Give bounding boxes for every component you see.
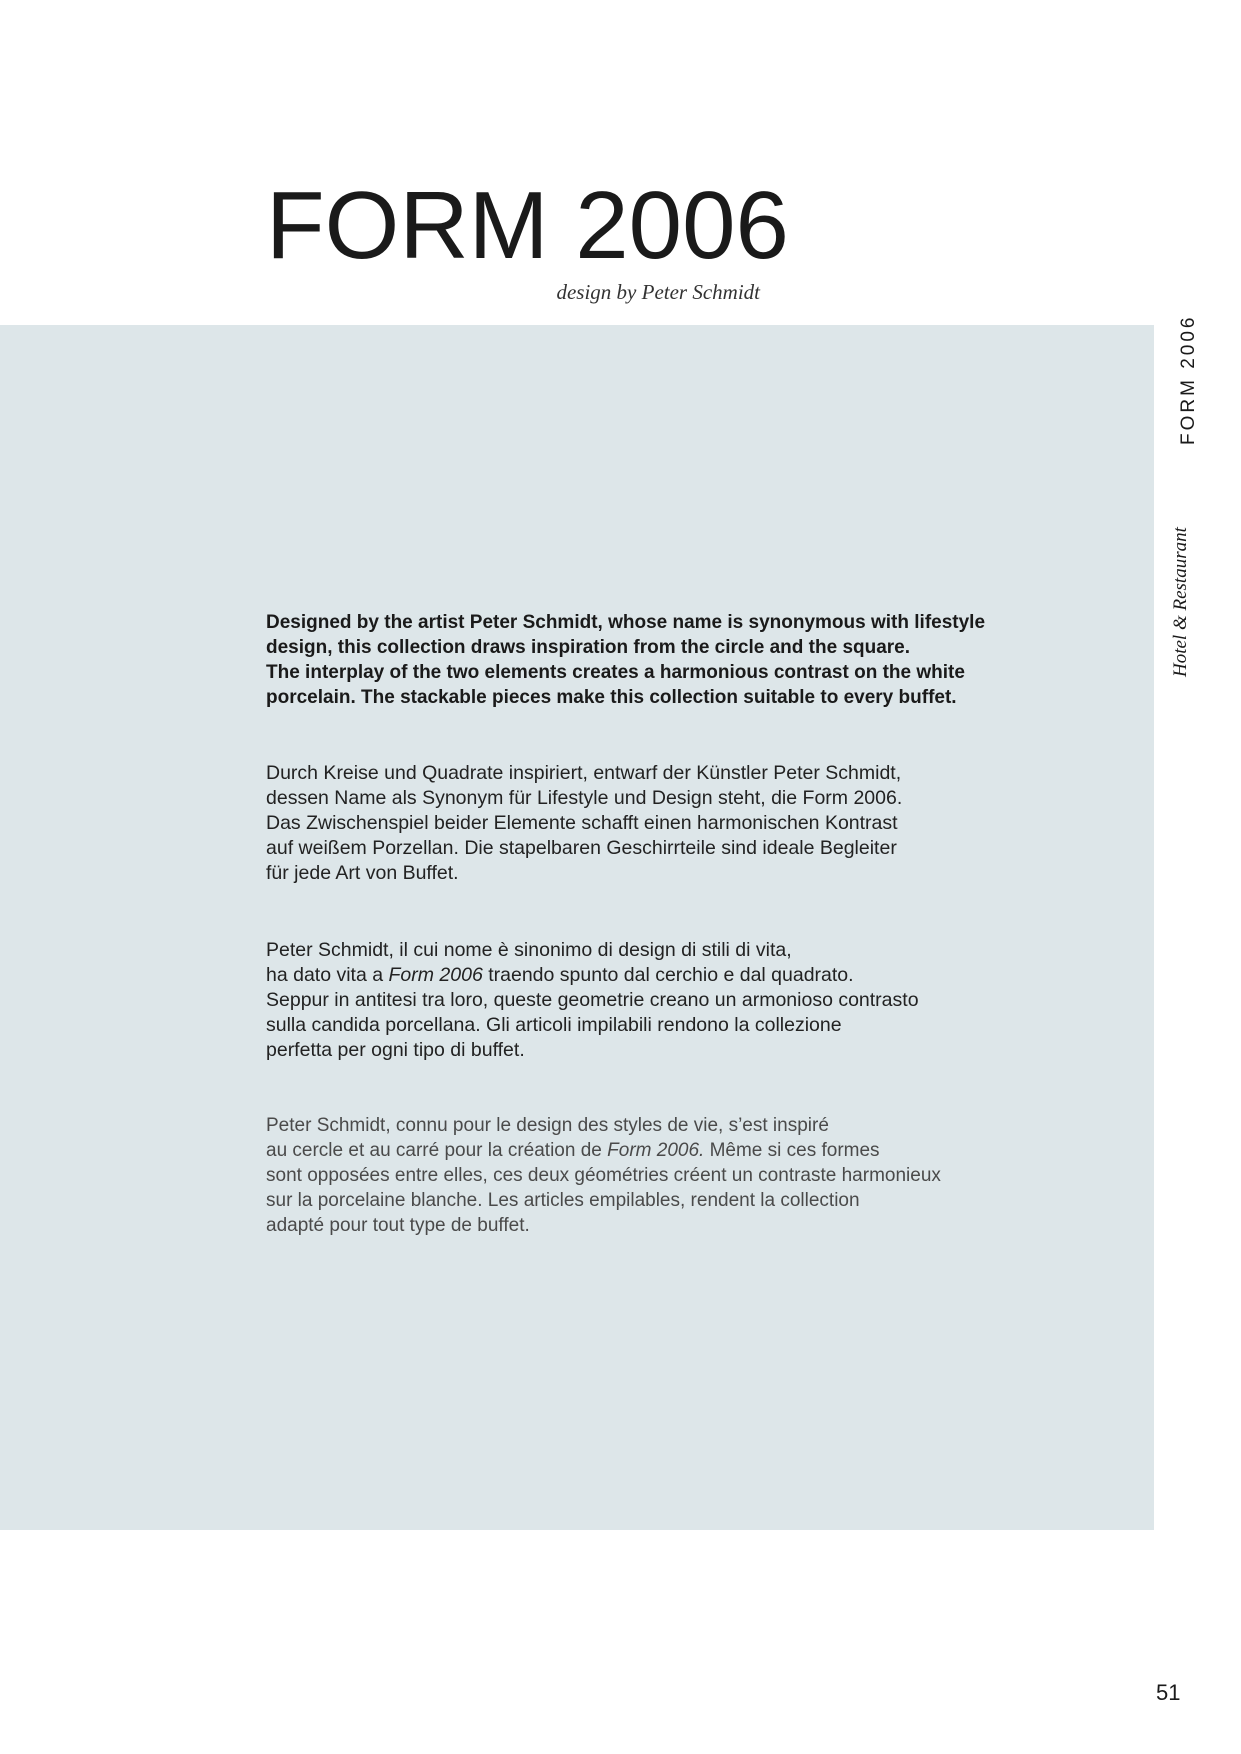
- text-line: [266, 963, 1026, 988]
- content-panel: [0, 325, 1154, 1530]
- page-title: FORM 2006: [266, 172, 789, 279]
- text-line: Seppur in antitesi tra loro, queste geometrie creano un armonioso contrasto: [266, 989, 919, 1011]
- text-line: sont opposées entre elles, ces deux géométries créent un contraste harmonieux: [266, 1165, 941, 1186]
- side-collection-label: FORM 2006: [1178, 314, 1199, 445]
- text-line: Designed by the artist Peter Schmidt, whose name is synonymous with lifestyle: [266, 612, 986, 633]
- product-name-emphasis: Form 2006.: [607, 1140, 705, 1161]
- text-line: porcelain. The stackable pieces make this collection suitable to every buffet.: [266, 687, 957, 708]
- text-line: The interplay of the two elements creates a harmonious contrast on the white: [266, 662, 965, 683]
- text-line: sur la porcelaine blanche. Les articles empilables, rendent la collection: [266, 1190, 860, 1211]
- text-line: adapté pour tout type de buffet.: [266, 1215, 530, 1236]
- paragraph-french: [266, 1113, 1026, 1238]
- text-line: design, this collection draws inspiration from the circle and the square.: [266, 637, 911, 658]
- page-subtitle: design by Peter Schmidt: [556, 280, 760, 304]
- text-line: für jede Art von Buffet.: [266, 862, 459, 884]
- paragraph-english: [266, 610, 1026, 710]
- text-fragment: au cercle et au carré pour la création de: [266, 1140, 608, 1161]
- text-line: dessen Name als Synonym für Lifestyle und Design steht, die Form 2006.: [266, 787, 903, 809]
- side-category-label: Hotel & Restaurant: [1170, 527, 1191, 677]
- text-fragment: Même si ces formes: [704, 1140, 880, 1161]
- text-fragment: ha dato vita a: [266, 964, 389, 986]
- text-line: Durch Kreise und Quadrate inspiriert, entwarf der Künstler Peter Schmidt,: [266, 762, 902, 784]
- text-fragment: traendo spunto dal cerchio e dal quadrato.: [482, 964, 854, 986]
- paragraph-german: [266, 761, 1026, 886]
- text-line: Peter Schmidt, connu pour le design des styles de vie, s’est inspiré: [266, 1115, 829, 1136]
- text-line: sulla candida porcellana. Gli articoli impilabili rendono la collezione: [266, 1014, 842, 1036]
- page-number: 51: [1156, 1680, 1181, 1705]
- text-line: perfetta per ogni tipo di buffet.: [266, 1039, 525, 1061]
- text-line: Das Zwischenspiel beider Elemente schafft einen harmonischen Kontrast: [266, 812, 898, 834]
- text-line: auf weißem Porzellan. Die stapelbaren Geschirrteile sind ideale Begleiter: [266, 837, 897, 859]
- text-line: [266, 1138, 1026, 1163]
- product-name-emphasis: Form 2006: [388, 964, 483, 986]
- paragraph-italian: [266, 938, 1026, 1063]
- text-line: Peter Schmidt, il cui nome è sinonimo di design di stili di vita,: [266, 939, 792, 961]
